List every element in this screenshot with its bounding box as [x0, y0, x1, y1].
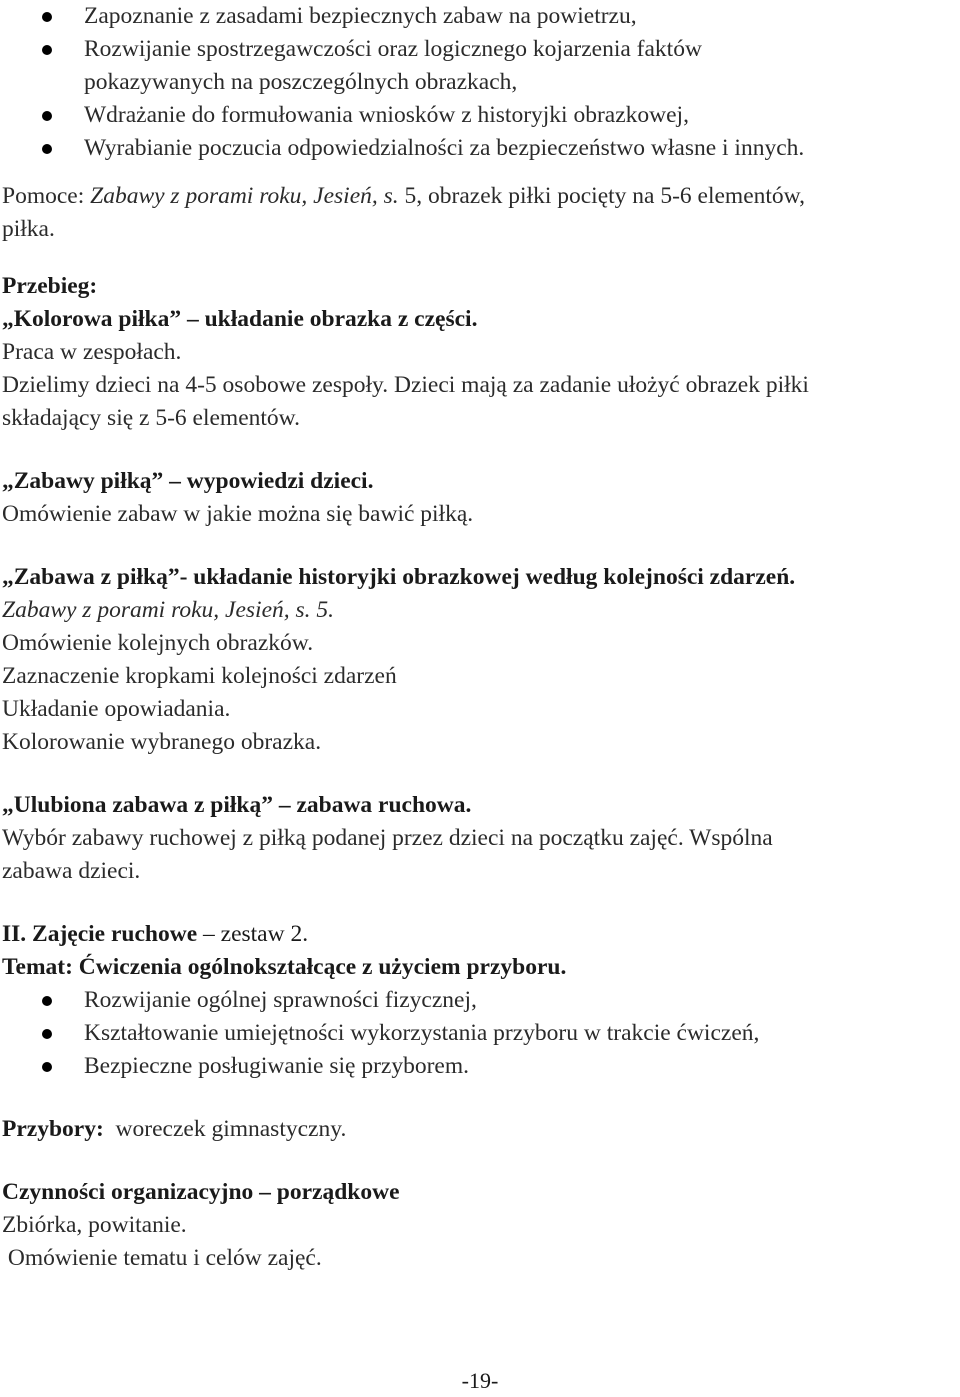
- bullet-text: Wyrabianie poczucia odpowiedzialności za bezpieczeństwo własne i innych.: [84, 135, 805, 161]
- przybory-value: woreczek gimnastyczny.: [103, 1116, 347, 1142]
- page-number: -19-: [461, 1368, 499, 1393]
- bullet-icon: [42, 12, 52, 22]
- bullet-text: Rozwijanie spostrzegawczości oraz logicznego kojarzenia faktów: [84, 36, 702, 62]
- bullet-text: Rozwijanie ogólnej sprawności fizycznej,: [84, 987, 477, 1013]
- activity-3-title: „Zabawa z piłką”- układanie historyjki obrazkowej według kolejności zdarzeń.: [2, 564, 796, 590]
- bullet-icon: [42, 1062, 52, 1072]
- list-item: [2, 1050, 958, 1083]
- activity-1-line: Dzielimy dzieci na 4-5 osobowe zespoły. Dzieci mają za zadanie ułożyć obrazek piłki: [2, 372, 809, 398]
- bullet-text-continuation: pokazywanych na poszczególnych obrazkach,: [84, 69, 518, 95]
- czynnosci-line: Omówienie tematu i celów zajęć.: [2, 1245, 322, 1271]
- pomoce-details: 5, obrazek piłki pocięty na 5-6 elementów,: [398, 183, 805, 209]
- bullet-icon: [42, 111, 52, 121]
- activity-4-line: Wybór zabawy ruchowej z piłką podanej przez dzieci na początku zajęć. Wspólna: [2, 825, 773, 851]
- bullet-icon: [42, 45, 52, 55]
- czynnosci-line: Zbiórka, powitanie.: [2, 1212, 187, 1238]
- pomoce-label: Pomoce:: [2, 183, 85, 209]
- pomoce-paragraph: [2, 180, 958, 213]
- bullet-text: Kształtowanie umiejętności wykorzystania przyboru w trakcie ćwiczeń,: [84, 1020, 760, 1046]
- bullet-text: Bezpieczne posługiwanie się przyborem.: [84, 1053, 469, 1079]
- activity-2-line: Omówienie zabaw w jakie można się bawić piłką.: [2, 501, 474, 527]
- activity-4-line: zabawa dzieci.: [2, 858, 141, 884]
- activity-3-line: Omówienie kolejnych obrazków.: [2, 630, 314, 656]
- bullet-icon: [42, 1029, 52, 1039]
- bullet-text: Zapoznanie z zasadami bezpiecznych zabaw na powietrzu,: [84, 3, 637, 29]
- przybory-label: Przybory:: [2, 1116, 104, 1142]
- przybory-paragraph: [2, 1113, 958, 1146]
- section-2-heading: [2, 918, 958, 951]
- przebieg-heading: Przebieg:: [2, 273, 98, 299]
- activity-4-title: „Ulubiona zabawa z piłką” – zabawa ruchowa.: [2, 792, 472, 818]
- activity-3-reference: Zabawy z porami roku, Jesień, s. 5.: [2, 597, 335, 623]
- pomoce-book-title: Zabawy z porami roku, Jesień, s.: [84, 183, 399, 209]
- bullet-icon: [42, 144, 52, 154]
- intro-bullet-list: [2, 0, 958, 165]
- activity-2-title: „Zabawy piłką” – wypowiedzi dzieci.: [2, 468, 374, 494]
- list-item: [2, 984, 958, 1017]
- pomoce-continuation: piłka.: [2, 216, 55, 242]
- activity-1-title: „Kolorowa piłka” – układanie obrazka z części.: [2, 306, 478, 332]
- section-2-heading-bold: II. Zajęcie ruchowe: [2, 921, 198, 947]
- section-2-heading-rest: – zestaw 2.: [197, 921, 309, 947]
- list-item: [2, 0, 958, 33]
- list-item: [2, 1017, 958, 1050]
- goals-bullet-list: [2, 984, 958, 1083]
- activity-1-line: Praca w zespołach.: [2, 339, 182, 365]
- list-item: [2, 132, 958, 165]
- activity-1-line: składający się z 5-6 elementów.: [2, 405, 300, 431]
- list-item: [2, 33, 958, 99]
- activity-3-line: Kolorowanie wybranego obrazka.: [2, 729, 322, 755]
- bullet-icon: [42, 996, 52, 1006]
- temat-heading: Temat: Ćwiczenia ogólnokształcące z użyciem przyboru.: [2, 954, 567, 980]
- activity-3-line: Układanie opowiadania.: [2, 696, 231, 722]
- bullet-text: Wdrażanie do formułowania wniosków z historyjki obrazkowej,: [84, 102, 689, 128]
- activity-3-line: Zaznaczenie kropkami kolejności zdarzeń: [2, 663, 397, 689]
- list-item: [2, 99, 958, 132]
- czynnosci-heading: Czynności organizacyjno – porządkowe: [2, 1179, 400, 1205]
- document-page: [2, 0, 958, 1275]
